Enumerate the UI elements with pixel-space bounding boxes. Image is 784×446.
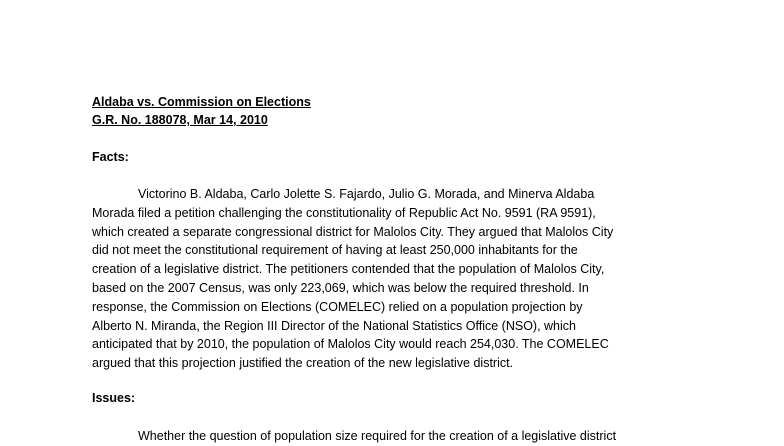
facts-line: creation of a legislative district. The petitioners contended that the population of Malolos City, bbox=[92, 262, 605, 277]
facts-heading: Facts: bbox=[92, 150, 129, 164]
issues-paragraph bbox=[92, 427, 692, 446]
facts-line: Morada filed a petition challenging the constitutionality of Republic Act No. 9591 (RA 9591), bbox=[92, 205, 596, 220]
facts-paragraph bbox=[92, 185, 692, 373]
case-name: Aldaba vs. Commission on Elections bbox=[92, 95, 311, 109]
case-citation: G.R. No. 188078, Mar 14, 2010 bbox=[92, 113, 268, 127]
facts-line: which created a separate congressional district for Malolos City. They argued that Malolos City bbox=[92, 224, 614, 239]
facts-line: anticipated that by 2010, the population of Malolos City would reach 254,030. The COMELEC bbox=[92, 337, 609, 352]
facts-line: argued that this projection justified the creation of the new legislative district. bbox=[92, 356, 514, 371]
issues-line: Whether the question of population size required for the creation of a legislative district bbox=[138, 429, 617, 443]
issues-heading: Issues: bbox=[92, 391, 136, 405]
facts-line: did not meet the constitutional requirement of having at least 250,000 inhabitants for the bbox=[92, 243, 578, 258]
case-title bbox=[92, 93, 311, 129]
facts-line: response, the Commission on Elections (COMELEC) relied on a population projection by bbox=[92, 299, 583, 314]
facts-line: based on the 2007 Census, was only 223,069, which was below the required threshold. In bbox=[92, 280, 589, 295]
facts-line: Victorino B. Aldaba, Carlo Jolette S. Fajardo, Julio G. Morada, and Minerva Aldaba bbox=[138, 187, 595, 201]
facts-line: Alberto N. Miranda, the Region III Director of the National Statistics Office (NSO), which bbox=[92, 318, 576, 333]
